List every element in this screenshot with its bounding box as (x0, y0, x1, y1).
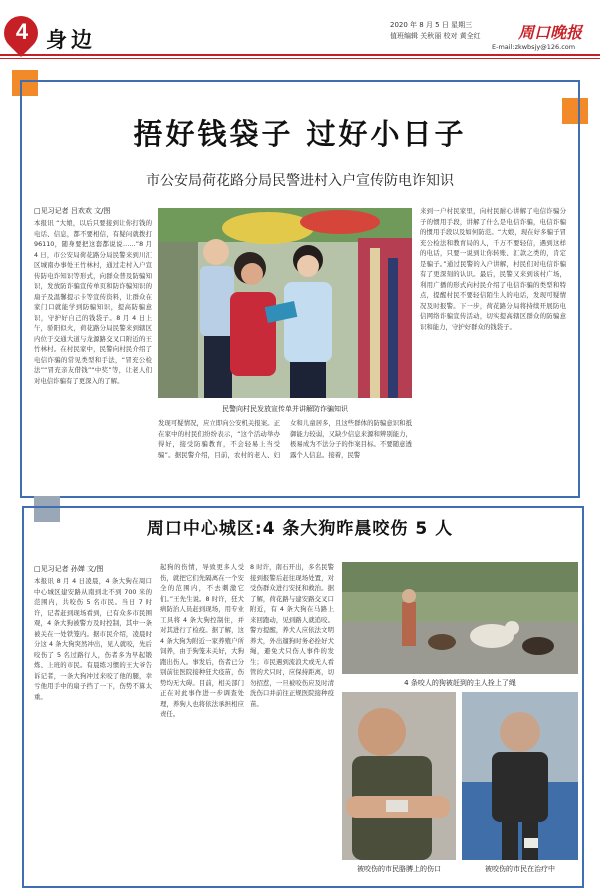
article2-photo-treatment (462, 692, 578, 860)
section-title: 身边 (46, 27, 96, 52)
header-divider-thin (0, 58, 600, 59)
article1-subtitle: 市公安局荷花路分局民警进村入户宣传防电诈知识 (146, 173, 454, 189)
article1-column-2: 发现可疑情况，应立即向公安机关报案。正在家中的村民们纷纷表示，“这个活动举办得好，接受防骗教育，不会轻易上当受骗”。据民警介绍，目前，农村的老人、妇女和儿童居多，且这些群体的防骗意识和抵御能力较弱，又缺少信息来源和辨别能力，极易成为不法分子的作案目标。不要随意透露个人信息。接着，民警 (158, 419, 412, 459)
article1-photo (158, 208, 412, 398)
article1-headline: 捂好钱袋子 过好小日子 (133, 117, 467, 151)
issue-date: 2020 年 8 月 5 日 星期三 (390, 21, 473, 29)
contact-email: E-mail:zkwbsjy@126.com (492, 43, 576, 51)
article1-byline: □见习记者 吕欢欢 文/图 (34, 207, 111, 215)
article2-column-1: 本报讯 8 月 4 日凌晨，4 条大狗在周口中心城区建安路从南到北不到 700 米的范围内，共咬伤 5 名市民。当日 7 时许，记者赶到现场看到，已有众多市民围观，4 条大狗被警方及时控制，其中一条被关在一处铁笼内。据市民介绍，凌晨时分这 4 条大狗突然冲出，见人就咬，先后咬伤了 5 名过路行人，伤者多为早起锻炼、上班的市民。有晨练习惯的王大爷告诉记者，一条大狗冲过来咬了他的腿，幸亏他用手中的扇子挡了一下，伤势不算太重。 (34, 577, 152, 701)
photo-patient-in-treatment (462, 692, 578, 860)
photo-police-with-villager (158, 208, 412, 398)
editor-credits: 值班编辑 关秋丽 校对 黄全红 (390, 32, 481, 40)
article2-headline: 周口中心城区:4 条大狗昨晨咬伤 5 人 (146, 519, 454, 539)
article1-column-1: 本报讯 “大娘，以后只要接到让你打钱的电话、信息，都不要相信，有疑问就拨打 96110，随身要把这套都说说……”8 月 4 日，市公安局荷花路分局民警来到川汇区城南办事处王竹林村，通过走村入户宣传防电诈知识等形式，向群众普及防骗知识，发放防诈骗宣传单页和防诈骗知识的扇子及温馨提示卡等宣传资料，让群众在家门口就能学到防骗知识，提高防骗意识，守护好自己的钱袋子。8 月 4 日上午，骄阳似火，荷花路分局民警来到辖区内位于交通大道与龙源路交叉口附近的王竹林村。在村民家中，民警向村民介绍了电信诈骗的常见类型和手法，“冒充公检法”“冒充亲友借钱”“中奖”等，让老人们对电信诈骗有了更深入的了解。 (34, 219, 152, 385)
article1-photo-caption: 民警向村民发放宣传单并讲解防诈骗知识 (222, 405, 348, 413)
newspaper-brand-logo: 周口晚报 (518, 23, 583, 42)
article2-byline: □见习记者 孙婵 文/图 (34, 565, 104, 573)
photo-dogs-on-leash (342, 562, 578, 674)
photo-injured-arm (342, 692, 456, 860)
header-divider (0, 54, 600, 56)
article2-column-2: 起狗的伤情，导致更多人受伤，就把它们先隔离在一个安全的范围内，不去刺激它们。”王先生说。8 时许，狂犬病防治人员赶到现场，用专业工具将 4 条大狗控制住，并对其进行了检疫。据了解，这 4 条大狗为附近一家养殖户所饲养，由于狗笼未关好，大狗跑出伤人。事发后，伤者已分别前往医院接种狂犬疫苗，伤势均无大碍。目前，相关部门正在对此事作进一步调查处理，养狗人也将依法承担相应责任。 (160, 563, 244, 718)
article2-caption-treatment: 被咬伤的市民在治疗中 (485, 865, 555, 873)
article2-column-3: 8 时许，南石开出，多名民警接到报警后赶往现场处置，对受伤群众进行安抚和救治。据了解，荷花路与建安路交叉口附近，有 4 条大狗在马路上来回跑动，见到路人就追咬。警方提醒，养犬人应依法文明养犬，外出遛狗时务必拴好犬绳，避免犬只伤人事件的发生；市民遇到流浪犬或无人看管的犬只时，应保持距离，切勿招惹，一旦被咬伤应及时清洗伤口并前往正规医院接种疫苗。 (250, 563, 334, 708)
article2-caption-wound: 被咬伤的市民胳膊上的伤口 (357, 865, 441, 873)
article2-caption-dogs: 4 条咬人的狗被赶到的主人拴上了绳 (404, 679, 516, 687)
page-number: 4 (15, 19, 29, 44)
article1-column-3: 来到一户村民家里，向村民耐心讲解了电信诈骗分子的惯用手段，讲解了什么是电信诈骗，电信诈骗的惯用手段以及如何防范。“大娘，现在好多骗子冒充公检法和教育局的人，千万不要轻信，遇到这样的电话，只要一说到让你转账、汇款之类的，肯定是骗子。”通过民警的入户讲解，村民们对电信诈骗有了更深刻的认识。最后，民警又来到该村广场，利用广播的形式向村民介绍了电信诈骗的类型和特点，提醒村民不要轻信陌生人的电话，发现可疑情况及时报警。下一步，荷花路分局将持续开展防电信网络诈骗宣传活动，切实提高辖区群众的防骗意识和能力，守护好群众的钱袋子。 (420, 207, 566, 331)
article2-photo-wound (342, 692, 456, 860)
article2-photo-dogs (342, 562, 578, 674)
